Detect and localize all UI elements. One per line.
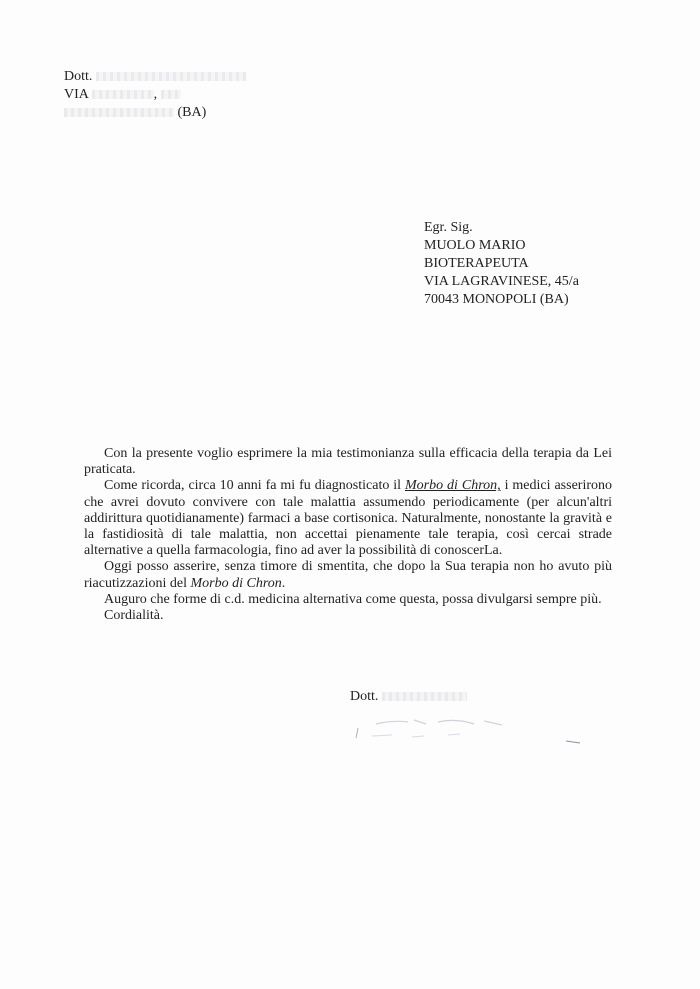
recipient-name: MUOLO MARIO [424, 238, 526, 253]
letter-body [84, 446, 612, 624]
result-text-start: Oggi posso asserire, senza timore di smentita, che dopo la Sua terapia non ho avuto più riacutizzazioni del [84, 559, 612, 591]
handwritten-signature-mark [352, 712, 582, 746]
history-text-start: Come ricorda, circa 10 anni fa mi fu diagnosticato il [104, 478, 405, 494]
body-paragraph-wish: Auguro che forme di c.d. medicina alternativa come questa, possa divulgarsi sempre più. [104, 591, 602, 607]
recipient-salutation: Egr. Sig. [424, 220, 473, 235]
body-paragraph-intro: Con la presente voglio esprimere la mia testimonianza sulla efficacia della terapia da Lei praticata. [84, 446, 612, 478]
recipient-block [424, 219, 579, 309]
signature-block [350, 688, 467, 706]
history-text-end: i medici asserirono che avrei dovuto convivere con tale malattia assumendo periodicamente (per alcun'altri addirittura quotidianamente) farmaci a base cortisonica. Naturalmente, nonostante la gravità e la fastidiosità di tale malattia, non accettai pienamente tale terapia, così cercai strade alternative a quella farmacologia, fino ad aver la possibilità di conoscerLa. [84, 478, 612, 559]
sender-block [64, 68, 246, 122]
body-paragraph-result [84, 559, 612, 591]
sender-name-line [64, 68, 246, 86]
redacted-sender-city [64, 108, 174, 117]
disease-name: Morbo di Chron, [405, 478, 501, 494]
body-paragraph-history [84, 478, 612, 559]
disease-name-italic: Morbo di Chron [190, 575, 282, 591]
redacted-sender-street [92, 90, 154, 99]
sender-street-line [64, 86, 246, 104]
redacted-sender-number [161, 90, 181, 99]
result-text-end: . [281, 575, 286, 591]
redacted-sender-name [96, 72, 246, 81]
sender-title: Dott. [64, 69, 93, 84]
sender-province: (BA) [177, 105, 207, 120]
sender-street-suffix: , [153, 87, 158, 102]
sender-city-line [64, 104, 246, 122]
recipient-street: VIA LAGRAVINESE, 45/a [424, 274, 579, 289]
body-paragraph-closing: Cordialità. [104, 608, 164, 624]
redacted-signature-name [382, 692, 467, 701]
recipient-profession: BIOTERAPEUTA [424, 256, 529, 271]
signature-title: Dott. [350, 689, 379, 704]
recipient-city: 70043 MONOPOLI (BA) [424, 292, 569, 307]
sender-street-prefix: VIA [64, 87, 89, 102]
